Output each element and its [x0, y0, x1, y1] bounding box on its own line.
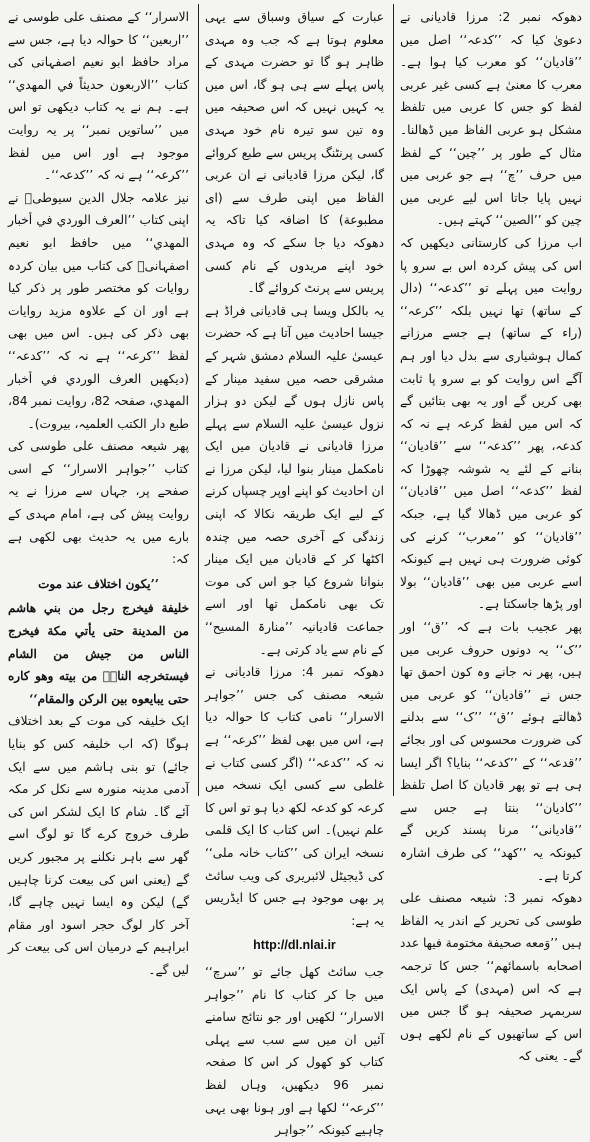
paragraph: دھوکہ نمبر 3: شیعہ مصنف علی طوسی کی تحریر کے اندر یہ الفاظ ہیں ’’وَمعه صحيفة مختومة فيها عدد اصحابه باسمائهم‘‘ جس کا ترجمہ ہے کہ اس (مہدی) کے پاس ایک سربمہر صحیفہ ہو گا جس میں اس کے ساتھیوں کے نام لکھے ہوں گے۔ یعنی کہ [400, 891, 583, 1064]
column-left [0, 0, 197, 977]
paragraph: پھر عجیب بات ہے کہ ’’ق‘‘ اور ’’ک‘‘ یہ دونوں حروف عربی میں ہیں، پھر نہ جانے وہ کون احمق تھا جس نے ’’قادیان‘‘ کو عربی میں ڈھالتے ہوئے ’’ق‘‘ ’’ک‘‘ سے بدلنے کی ضرورت محسوس کی اور بجائے ’’قدعہ‘‘ کے ’’کدعہ‘‘ بنایا؟ اگر ایسا ہی ہے تو پھر قادیان کا اصل تلفظ ’’کادیان‘‘ بنتا ہے جس سے ’’قادیانی‘‘ مرنا پسند کریں گے کیونکہ یہ ’’کھد‘‘ کی طرف اشارہ کرتا ہے۔ [400, 620, 582, 883]
paragraph: الاسرار‘‘ کے مصنف علی طوسی نے ’’اربعین‘‘ کا حوالہ دیا ہے، جس سے مراد حافظ ابو نعیم اصفہانی کی کتاب ’’الاربعون حديثاً في المهدي‘‘ ہے۔ ہم نے یہ کتاب دیکھی تو اس میں ’’ساتویں نمبر‘‘ پر یہ روایت موجود ہے اور اس میں لفظ ’’کرعہ‘‘ ہے نہ کہ ’’کدعہ‘‘۔ [8, 10, 189, 183]
paragraph: پھر شیعہ مصنف علی طوسی کی کتاب ’’جواہر الاسرار‘‘ کے اسی صفحے پر، جہاں سے مرزا نے یہ روایت پیش کی ہے، امام مہدی کے بارے میں یہ حدیث بھی لکھی ہے کہ: [8, 439, 189, 567]
column-right [392, 0, 590, 1064]
paragraph: جب سائٹ کھل جائے تو ’’سرچ‘‘ میں جا کر کتاب کا نام ’’جواہر الاسرار‘‘ لکھیں اور جو نتائج سامنے آئیں ان میں سے سب سے پہلی کتاب کو کھول کر اس کا صفحہ نمبر 96 دیکھیں، وہاں لفظ ’’کرعہ‘‘ لکھا ہے اور ہونا بھی یہی چاہیے کیونکہ ’’جواہر [205, 964, 384, 1138]
paragraph: اب مرزا کی کارستانی دیکھیں کہ اس کی پیش کردہ اس بے سرو پا روایت میں پہلے تو ’’کدعہ‘‘ (دال کے ساتھ) تھا نہیں بلکہ ’’کرعہ‘‘ (راء کے ساتھ) ہے جسے مرزانے کمال ہوشیاری سے بدل دیا اور ہم آگے اس روایت کو بے سرو پا ثابت بھی کریں گے اور یہ بھی بتائیں گے کہ اس میں لفظ کرعہ ہے نہ کہ کدعہ، پھر ’’کدعہ‘‘ سے ’’قادیان‘‘ بنانے کے لئے یہ شوشہ چھوڑا کہ لفظ ’’کدعہ‘‘ اصل میں ’’قادیان‘‘ کو عربی میں ڈھالا گیا ہے، جبکہ ’’قادیان‘‘ کو ’’معرب‘‘ کرنے کی کوئی ضرورت ہی نہیں ہے کیونکہ اسے عربی میں بھی ’’قادیان‘‘ بولا اور پڑھا جاسکتا ہے۔ [400, 235, 582, 612]
hadith-arabic-text: خليفة فيخرج رجل من بني هاشم من المدينة حتى يأتي مكة فيخرج الناس من جيش من الشام فيستخرجه الناسؑ من بيته وهو كاره حتى يبايعوه بين الركن والمقام‘‘ [8, 601, 189, 706]
library-url[interactable]: http://dl.nlai.ir [253, 938, 336, 953]
column-middle [197, 0, 392, 1138]
paragraph: ایک خلیفہ کی موت کے بعد اختلاف ہوگا (کہ اب خلیفہ کس کو بنایا جائے) تو بنی ہاشم میں سے ایک آدمی مدینہ منورہ سے نکل کر مکہ آئے گا۔ شام کا ایک لشکر اس کی طرف خروج کرے گا تو لوگ اسے گھر سے باہر نکلنے پر مجبور کریں گے (یعنی اس کی بیعت کرنا چاہیں گے) لیکن وہ ایسا نہیں چاہے گا، آخر کار لوگ حجر اسود اور مقام ابراہیم کے درمیان اس کی بیعت کر لیں گے۔ [8, 714, 189, 977]
paragraph: دھوکہ نمبر 4: مرزا قادیانی نے شیعہ مصنف کی جس ’’جواہر الاسرار‘‘ نامی کتاب کا حوالہ دیا ہے، اس میں بھی لفظ ’’کرعہ‘‘ ہے نہ کہ ’’کدعہ‘‘ (اگر کسی کتاب نے غلطی سے کسی ایک نسخہ میں کرعہ کو کدعہ لکھ دیا ہو تو اس کا علم نہیں)۔ اس کتاب کا ایک قلمی نسخہ ایران کی ’’کتاب خانہ ملی‘‘ کی ڈیجیٹل لائبریری کی ویب سائٹ پر بھی موجود ہے جس کا ایڈریس یہ ہے: [205, 665, 384, 928]
paragraph: دھوکہ نمبر 2: مرزا قادیانی نے دعویٰ کیا کہ ’’کدعہ‘‘ اصل میں ’’قادیان‘‘ کو معرب کیا ہوا ہے۔ معرب کا معنیٰ ہے کسی غیر عربی لفظ کو جس کا عربی میں تلفظ مشکل ہو عربی الفاظ میں ڈھالنا۔ مثال کے طور پر ’’چین‘‘ کے لفظ میں حرف ’’چ‘‘ ہے جو عربی میں نہیں پایا جاتا اس لیے عربی میں چین کو ’’الصین‘‘ کہتے ہیں۔ [400, 10, 582, 228]
hadith-heading: ’’يكون اختلاف عند موت [38, 576, 159, 591]
column-divider [198, 4, 199, 796]
paragraph: یہ بالکل ویسا ہی قادیانی فراڈ ہے جیسا احادیث میں آتا ہے کہ حضرت عیسیٰ علیہ السلام دمشق شہر کے مشرقی حصہ میں سفید مینار کے پاس نازل ہوں گے لیکن دو ہزار نزول عیسیٰ علیہ السلام سے پہلے مرزا قادیانی نے قادیان میں ایک نامکمل مینار بنوا لیا، لیکن مرزا نے ان احادیث کو اپنے اوپر چسپاں کرنے کے لیے ایک طریقہ نکالا کہ اپنی زندگی کے آخری حصہ میں چندہ اکٹھا کر کے قادیان میں ایک مینار بنوانا شروع کیا جو اس کی موت تک بھی نامکمل تھا اور اسے جماعت قادیانیہ ’’منارۃ المسیح‘‘ کے نام سے یاد کرتی ہے۔ [205, 303, 384, 657]
paragraph: عبارت کے سیاق وسباق سے یہی معلوم ہوتا ہے کہ جب وہ مہدی ظاہر ہو گا تو حضرت مہدی کے پاس پہلے سے ہی ہو گا، اس میں یہ کہیں نہیں کہ اس صحیفہ میں وہ تین سو تیرہ نام خود مہدی کسی پرنٹنگ پریس سے طبع کروائے گا، لیکن مرزا قادیانی نے ان عربی الفاظ میں اپنی طرف سے (ای مطبوعة) کا اضافہ کیا تاکہ یہ دھوکہ دیا جا سکے کہ وہ مہدی خود اپنے مریدوں کے نام کسی پریس سے پرنٹ کروائے گا۔ [205, 10, 384, 296]
column-divider [393, 4, 394, 796]
paragraph: نیز علامہ جلال الدین سیوطیؒ نے اپنی کتاب ’’العرف الوردي في أخبار المهدي‘‘ میں حافظ ابو نعیم اصفہانیؒ کی کتاب میں بیان کردہ روایات کو مختصر طور پر ذکر کیا ہے اور ان کے علاوہ مزید روایات بھی ذکر کی ہیں۔ اس میں بھی لفظ ’’کرعہ‘‘ ہے نہ کہ ’’کدعہ‘‘ (دیکھیں العرف الوردي في أخبار المهدي، صفحہ 82، روایت نمبر 84، طبع دار الکتب العلمیہ، بیروت)۔ [8, 190, 190, 431]
